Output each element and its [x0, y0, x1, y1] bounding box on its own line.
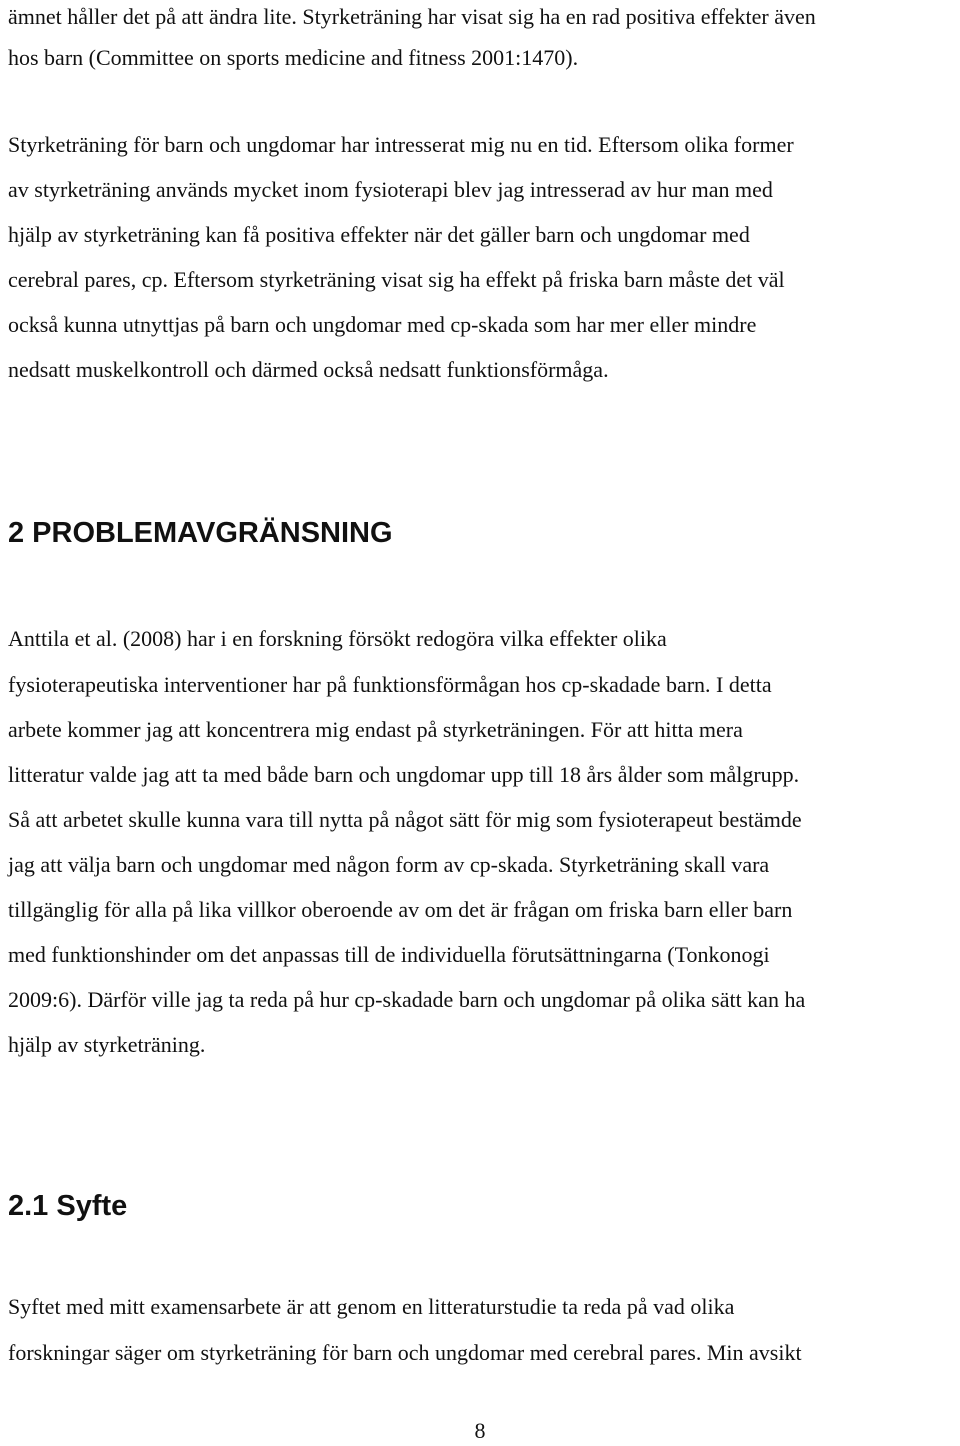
text-line: tillgänglig för alla på lika villkor oberoende av om det är frågan om friska barn eller barn: [8, 897, 793, 922]
text-line: forskningar säger om styrketräning för barn och ungdomar med cerebral pares. Min avsikt: [8, 1340, 802, 1365]
text-line: cerebral pares, cp. Eftersom styrketräning visat sig ha effekt på friska barn måste det väl: [8, 267, 785, 292]
text-line: arbete kommer jag att koncentrera mig endast på styrketräningen. För att hitta mera: [8, 717, 743, 742]
text-line: med funktionshinder om det anpassas till de individuella förutsättningarna (Tonkonogi: [8, 942, 770, 967]
text-line: av styrketräning används mycket inom fysioterapi blev jag intresserad av hur man med: [8, 177, 773, 202]
text-line: Styrketräning för barn och ungdomar har intresserat mig nu en tid. Eftersom olika former: [8, 132, 794, 157]
text-line: hjälp av styrketräning.: [8, 1032, 206, 1057]
text-line: ämnet håller det på att ändra lite. Styrketräning har visat sig ha en rad positiva effekter även: [8, 4, 816, 29]
text-line: litteratur valde jag att ta med både barn och ungdomar upp till 18 års ålder som målgrupp.: [8, 762, 800, 787]
subsection-heading: 2.1 Syfte: [8, 1190, 128, 1222]
text-line: nedsatt muskelkontroll och därmed också nedsatt funktionsförmåga.: [8, 357, 609, 382]
text-line: också kunna utnyttjas på barn och ungdomar med cp-skada som har mer eller mindre: [8, 312, 757, 337]
text-line: jag att välja barn och ungdomar med någon form av cp-skada. Styrketräning skall vara: [8, 852, 770, 877]
text-line: Så att arbetet skulle kunna vara till nytta på något sätt för mig som fysioterapeut bestämde: [8, 807, 802, 832]
text-line: hos barn (Committee on sports medicine and fitness 2001:1470).: [8, 45, 579, 70]
section-heading: 2 PROBLEMAVGRÄNSNING: [8, 517, 393, 549]
text-line: Anttila et al. (2008) har i en forskning försökt redogöra vilka effekter olika: [8, 626, 667, 651]
text-line: hjälp av styrketräning kan få positiva effekter när det gäller barn och ungdomar med: [8, 222, 750, 247]
text-line: fysioterapeutiska interventioner har på funktionsförmågan hos cp-skadade barn. I detta: [8, 672, 772, 697]
page-number: 8: [474, 1418, 486, 1443]
text-line: 2009:6). Därför ville jag ta reda på hur cp-skadade barn och ungdomar på olika sätt kan ha: [8, 987, 806, 1012]
text-line: Syftet med mitt examensarbete är att genom en litteraturstudie ta reda på vad olika: [8, 1294, 735, 1319]
